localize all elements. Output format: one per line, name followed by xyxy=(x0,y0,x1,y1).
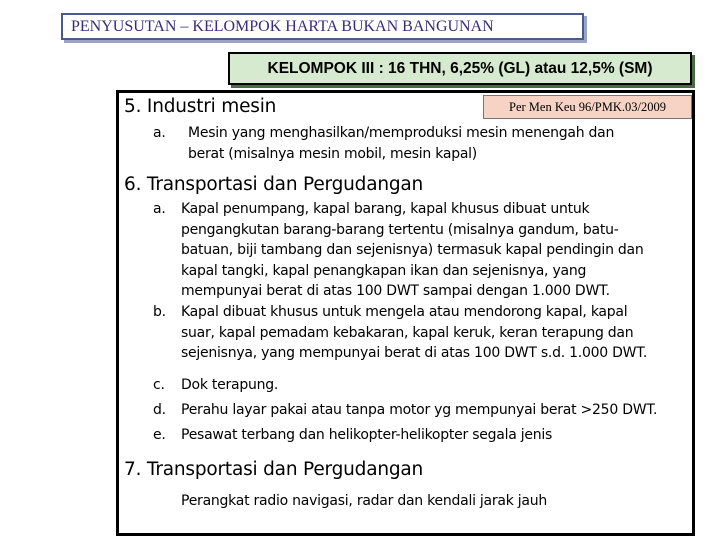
item-marker: b. xyxy=(153,304,166,320)
item-line: suar, kapal pemadam kebakaran, kapal keruk, keran terapung dan xyxy=(181,324,634,341)
item-line: berat (misalnya mesin mobil, mesin kapal) xyxy=(188,145,478,162)
slide-title: PENYUSUTAN – KELOMPOK HARTA BUKAN BANGUNAN xyxy=(71,17,494,35)
item-marker: a. xyxy=(153,201,166,217)
title-box xyxy=(61,13,584,40)
item-line: Kapal penumpang, kapal barang, kapal khusus dibuat untuk xyxy=(181,201,590,217)
kelompok-label: KELOMPOK III : 16 THN, 6,25% (GL) atau 12,5% (SM) xyxy=(267,59,653,77)
list-item xyxy=(181,491,681,512)
item-line: Dok terapung. xyxy=(181,377,279,393)
item-line: mempunyai berat di atas 100 DWT sampai dengan 1.000 DWT. xyxy=(181,283,610,300)
section-heading-5: 5. Industri mesin xyxy=(124,96,277,117)
item-line: Perangkat radio navigasi, radar dan kendali jarak jauh xyxy=(181,493,547,509)
item-line: pengangkutan barang-barang tertentu (misalnya gandum, batu- xyxy=(181,221,619,238)
list-item xyxy=(153,375,693,396)
item-line: batuan, biji tambang dan sejenisnya) termasuk kapal pendingin dan xyxy=(181,242,644,259)
item-marker: a. xyxy=(153,125,166,141)
section-heading-7: 7. Transportasi dan Pergudangan xyxy=(124,459,424,480)
list-item xyxy=(153,123,693,164)
item-marker: e. xyxy=(153,427,166,443)
list-item xyxy=(153,302,693,364)
item-line: kapal tangki, kapal penangkapan ikan dan sejenisnya, yang xyxy=(181,262,587,279)
item-line: Kapal dibuat khusus untuk mengela atau mendorong kapal, kapal xyxy=(181,304,628,320)
item-marker: c. xyxy=(153,377,165,393)
section-heading-6: 6. Transportasi dan Pergudangan xyxy=(124,174,424,195)
kelompok-box xyxy=(228,52,692,85)
reference-label: Per Men Keu 96/PMK.03/2009 xyxy=(509,99,666,114)
list-item xyxy=(153,400,693,421)
item-line: sejenisnya, yang mempunyai berat di atas 100 DWT s.d. 1.000 DWT. xyxy=(181,345,648,362)
item-line: Perahu layar pakai atau tanpa motor yg mempunyai berat >250 DWT. xyxy=(181,402,658,418)
list-item xyxy=(153,199,693,302)
item-line: Mesin yang menghasilkan/memproduksi mesin menengah dan xyxy=(188,125,615,141)
item-marker: d. xyxy=(153,402,166,418)
list-item xyxy=(153,425,693,446)
item-line: Pesawat terbang dan helikopter-helikopter segala jenis xyxy=(181,427,553,443)
reference-box xyxy=(483,95,692,119)
